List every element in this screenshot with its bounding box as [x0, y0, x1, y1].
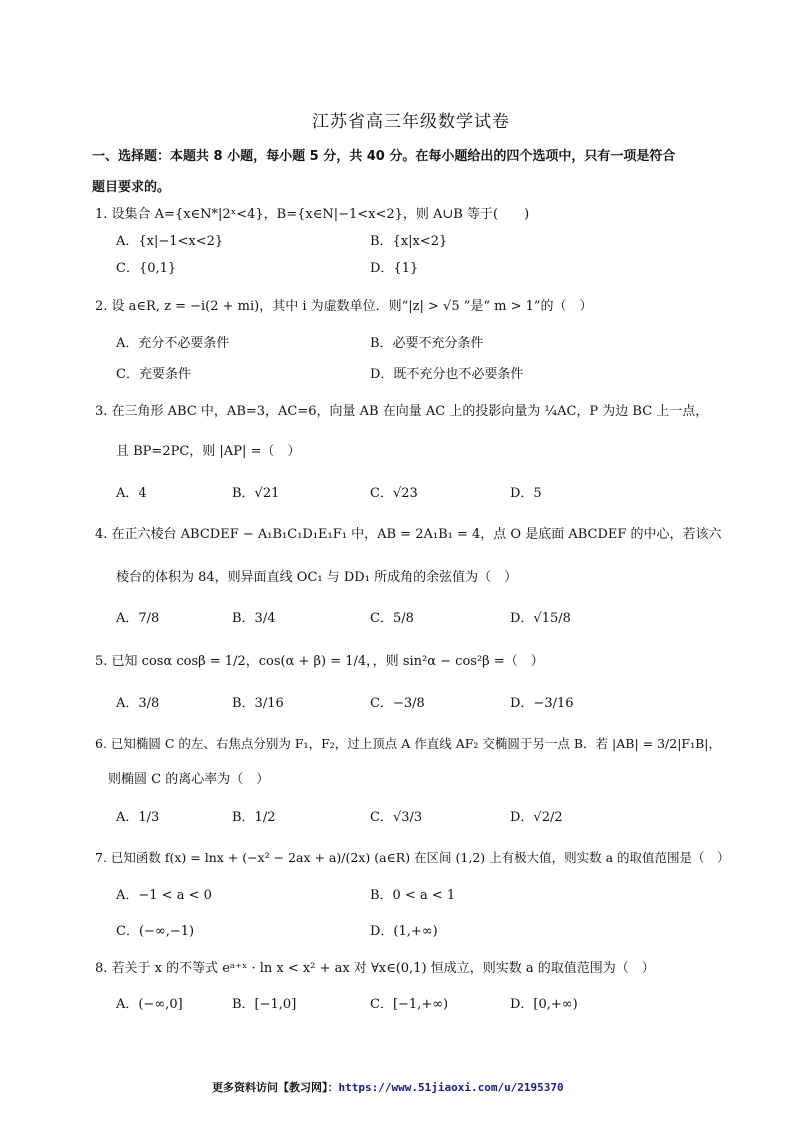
footer: [212, 1079, 564, 1095]
page-title: 江苏省高三年级数学试卷: [312, 112, 510, 132]
option-a: A．充分不必要条件: [116, 336, 230, 351]
question-text: 6. 已知椭圆 C 的左、右焦点分别为 F₁，F₂，过上顶点 A 作直线 AF₂ 交椭圆于另一点 B．若 |AB| = 3/2|F₁B|，: [95, 736, 721, 751]
question-text: 4. 在正六棱台 ABCDEF − A₁B₁C₁D₁E₁F₁ 中，AB = 2A₁B₁ = 4，点 O 是底面 ABCDEF 的中心，若该六: [95, 527, 722, 542]
option-a: A．7/8: [116, 611, 160, 626]
option-a: A．{x|−1<x<2}: [116, 234, 224, 249]
option-b: B．3/16: [232, 696, 284, 711]
question-text: 5. 已知 cosα cosβ = 1/2，cos(α + β) = 1/4，，则 sin²α − cos²β =（ ）: [95, 654, 544, 669]
option-c: C．√23: [370, 486, 418, 501]
option-b: B．必要不充分条件: [370, 336, 484, 351]
option-d: D．√15/8: [510, 611, 571, 626]
option-b: B．{x|x<2}: [370, 234, 448, 249]
option-c: C．{0,1}: [116, 261, 177, 276]
option-a: A．(−∞,0]: [116, 997, 183, 1012]
section-heading-line1: 一、选择题：本题共 8 小题，每小题 5 分，共 40 分。在每小题给出的四个选项中，只有一项是符合: [92, 149, 676, 164]
option-d: D．√2/2: [510, 810, 563, 825]
option-b: B．√21: [232, 486, 280, 501]
option-b: B．3/4: [232, 611, 276, 626]
option-a: A．4: [116, 486, 147, 501]
option-d: D．5: [510, 486, 542, 501]
section-heading-line2: 题目要求的。: [92, 180, 171, 195]
footer-link[interactable]: https://www.51jiaoxi.com/u/2195370: [338, 1081, 564, 1094]
option-a: A．1/3: [116, 810, 160, 825]
option-a: A．−1 < a < 0: [116, 888, 212, 903]
option-c: C．√3/3: [370, 810, 423, 825]
option-c: C．5/8: [370, 611, 414, 626]
question-text: 1. 设集合 A={x∈N*|2ˣ<4}，B={x∈N|−1<x<2}，则 A∪B 等于( ): [95, 207, 530, 222]
question-text: 7. 已知函数 f(x) = lnx + (−x² − 2ax + a)/(2x) (a∈R) 在区间 (1,2) 上有极大值，则实数 a 的取值范围是（ ）: [95, 850, 730, 865]
option-c: C．(−∞,−1): [116, 924, 195, 939]
option-d: D．[0,+∞): [510, 997, 578, 1012]
question-text: 2. 设 a∈R, z = −i(2 + mi)，其中 i 为虚数单位．则“|z| > √5 ”是“ m > 1”的（ ）: [95, 299, 593, 314]
option-d: D．{1}: [370, 261, 419, 276]
option-d: D．(1,+∞): [370, 924, 438, 939]
option-c: C．−3/8: [370, 696, 425, 711]
footer-label: 更多资料访问【教习网】：: [212, 1081, 339, 1094]
option-a: A．3/8: [116, 696, 160, 711]
option-d: D．既不充分也不必要条件: [370, 367, 524, 382]
option-d: D．−3/16: [510, 696, 574, 711]
option-b: B．1/2: [232, 810, 276, 825]
question-text: 3. 在三角形 ABC 中，AB=3，AC=6，向量 AB 在向量 AC 上的投影向量为 ¼AC，P 为边 BC 上一点，: [95, 404, 709, 419]
option-b: B．0 < a < 1: [370, 888, 456, 903]
question-text-cont: 且 BP=2PC，则 |AP| =（ ）: [116, 444, 301, 459]
option-c: C．[−1,+∞): [370, 997, 449, 1012]
question-text-cont: 则椭圆 C 的离心率为（ ）: [108, 772, 270, 787]
question-text: 8. 若关于 x 的不等式 eᵃ⁺ˣ · ln x < x² + ax 对 ∀x∈(0,1) 恒成立，则实数 a 的取值范围为（ ）: [95, 961, 655, 976]
question-text-cont: 棱台的体积为 84，则异面直线 OC₁ 与 DD₁ 所成角的余弦值为（ ）: [116, 570, 518, 585]
option-c: C．充要条件: [116, 367, 191, 382]
option-b: B．[−1,0]: [232, 997, 297, 1012]
